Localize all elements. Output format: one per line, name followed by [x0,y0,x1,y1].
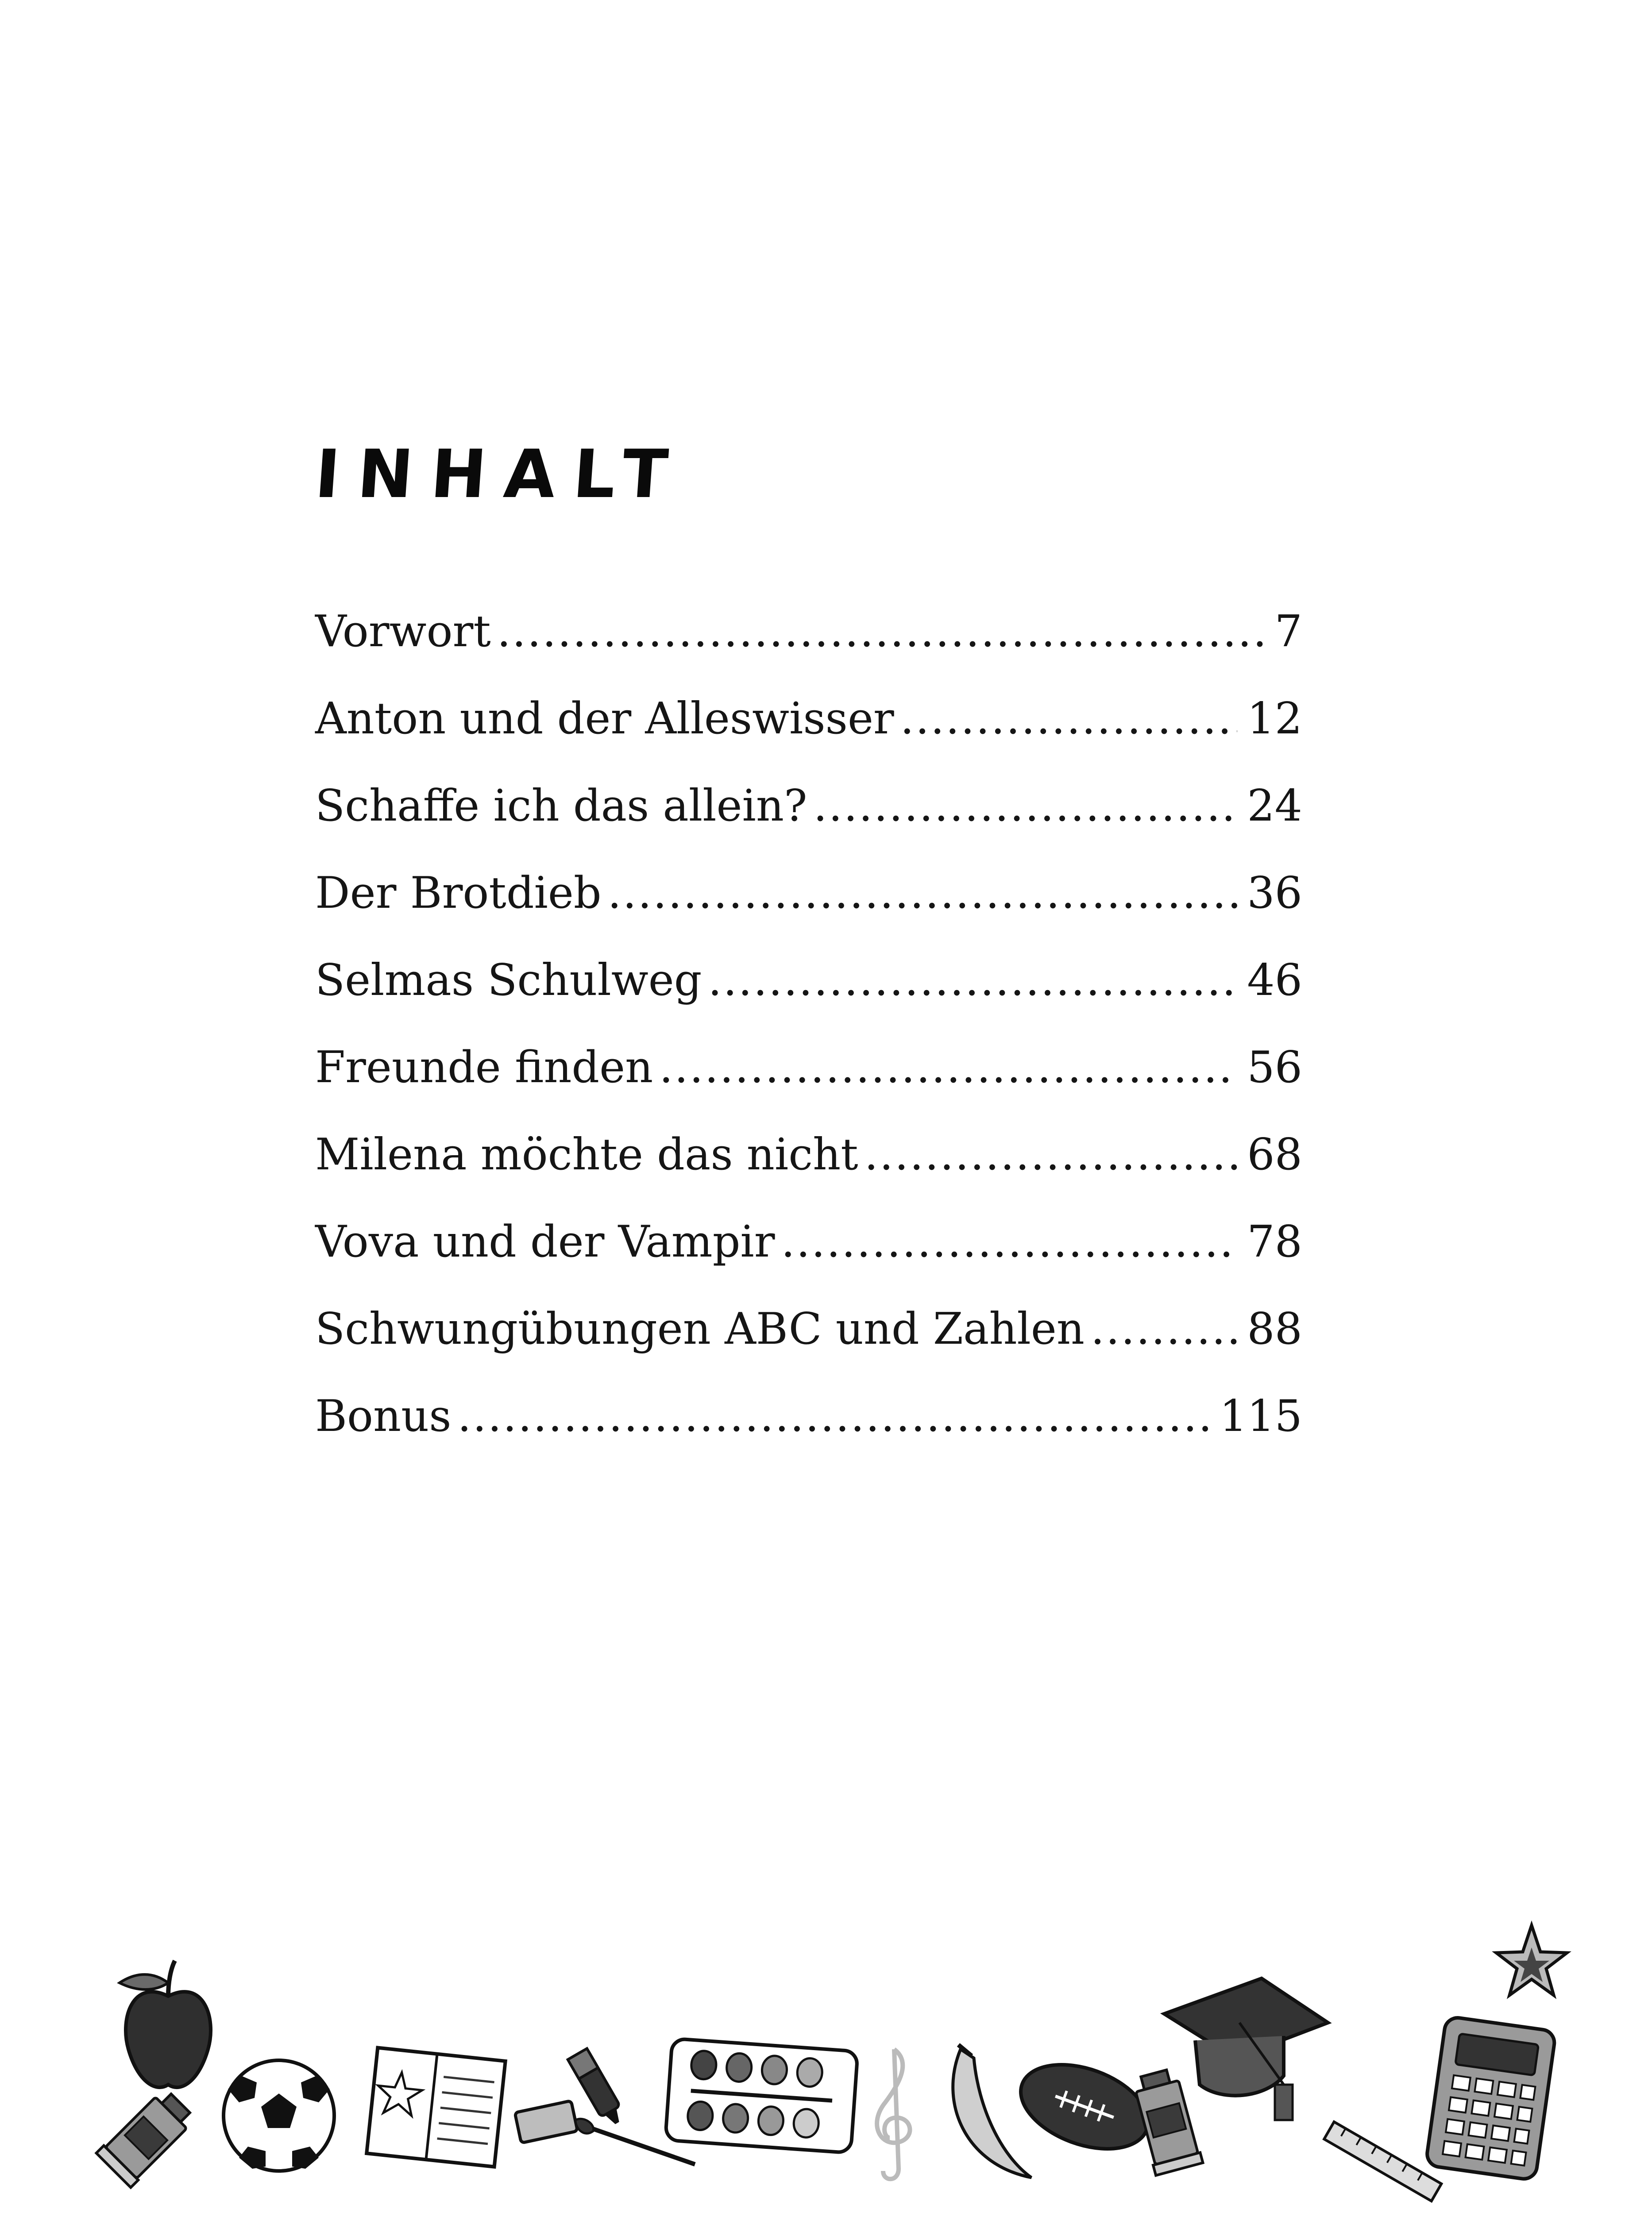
toc-entry [315,1042,1302,1130]
football-icon [1009,2049,1160,2165]
toc-entry-page: 88 [1247,1304,1302,1354]
toc-entry-page: 24 [1247,781,1302,831]
toc-entry-title: Selmas Schulweg [315,955,702,1006]
toc-entry-title: Schwungübungen ABC und Zahlen [315,1304,1085,1354]
toc-entry-title: Vova und der Vampir [315,1217,775,1267]
toc-entry [315,781,1302,868]
calculator-icon [1425,2016,1556,2180]
toc-entry [315,694,1302,781]
toc-entry-title: Schaffe ich das allein? [315,781,807,831]
banana-icon [953,2045,1031,2178]
dot-leader [458,1391,1210,1442]
toc-entry-title: Freunde finden [315,1042,653,1093]
toc-entry-page: 46 [1247,955,1302,1006]
dot-leader [814,781,1238,831]
toc-entry-page: 7 [1274,606,1302,657]
toc-entry [315,955,1302,1042]
eraser-icon [515,2101,578,2143]
treble-clef-icon [877,2049,910,2179]
paint-tube-icon [96,2086,198,2187]
toc-entry [315,606,1302,694]
dot-leader [900,694,1238,744]
dot-leader [659,1042,1237,1093]
toc-entry-title: Vorwort [315,606,491,657]
toc-entry-page: 36 [1247,868,1302,918]
toc-entry-title: Anton und der Alleswisser [315,694,894,744]
toc-entry-page: 78 [1247,1217,1302,1267]
ruler-icon [1324,2122,1441,2201]
dot-leader [781,1217,1238,1267]
toc-entry-title: Milena möchte das nicht [315,1130,858,1180]
table-of-contents [315,606,1302,1478]
toc-entry [315,868,1302,955]
dot-leader [708,955,1237,1006]
toc-entry-page: 68 [1247,1130,1302,1180]
toc-entry [315,1130,1302,1217]
dot-leader [1091,1304,1237,1354]
toc-entry-page: 115 [1219,1391,1302,1442]
dot-leader [497,606,1265,657]
toc-entry-title: Der Brotdieb [315,868,602,918]
watercolor-palette-icon [665,2039,858,2153]
toc-entry [315,1217,1302,1304]
apple-icon [120,1961,211,2087]
notebook-icon [367,2048,505,2167]
toc-entry [315,1391,1302,1478]
toc-entry-title: Bonus [315,1391,452,1442]
dot-leader [608,868,1238,918]
graduation-cap-icon [1164,1978,1328,2120]
toc-entry-page: 12 [1247,694,1302,744]
dot-leader [865,1130,1238,1180]
marker-icon [568,2048,627,2128]
school-doodles-border [0,1916,1652,2213]
soccer-ball-icon [224,2060,334,2171]
star-icon [1496,1925,1567,1995]
toc-entry-page: 56 [1247,1042,1302,1093]
page-title: INHALT [312,436,688,513]
toc-entry [315,1304,1302,1391]
